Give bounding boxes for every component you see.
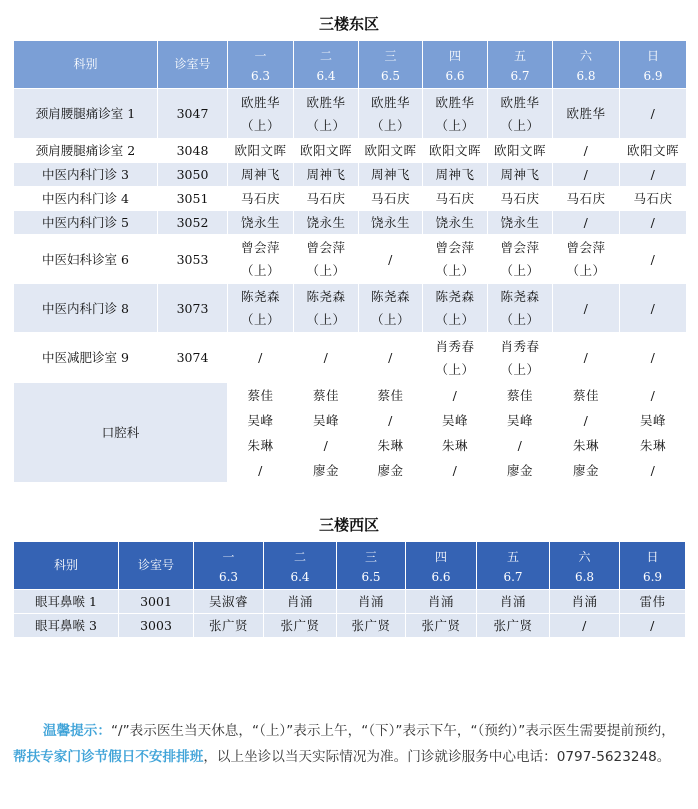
- schedule-cell: /: [553, 139, 620, 163]
- schedule-cell: 蔡佳: [294, 383, 359, 408]
- schedule-cell: 饶永生: [228, 211, 294, 235]
- schedule-cell: 曾会萍 （上）: [553, 235, 620, 284]
- dept-cell: 口腔科: [14, 383, 228, 483]
- schedule-cell: 马石庆: [620, 187, 687, 211]
- room-cell: 3050: [158, 163, 228, 187]
- table-row: [14, 383, 687, 408]
- schedule-cell: /: [550, 614, 620, 638]
- schedule-cell: 张广贤: [337, 614, 406, 638]
- header-day: 三 6.5: [359, 41, 423, 89]
- header-day: 三 6.5: [337, 542, 406, 590]
- schedule-cell: 欧阳文晖: [228, 139, 294, 163]
- schedule-cell: 曾会萍 （上）: [423, 235, 488, 284]
- schedule-cell: 欧胜华: [553, 89, 620, 139]
- header-day: 五 6.7: [488, 41, 553, 89]
- schedule-cell: /: [294, 333, 359, 383]
- schedule-cell: /: [423, 383, 488, 408]
- table-row: [14, 211, 687, 235]
- schedule-cell: 陈尧森 （上）: [488, 284, 553, 333]
- schedule-cell: 陈尧森 （上）: [423, 284, 488, 333]
- schedule-cell: 蔡佳: [228, 383, 294, 408]
- schedule-cell: 马石庆: [553, 187, 620, 211]
- schedule-cell: 朱琳: [423, 433, 488, 458]
- schedule-cell: 马石庆: [228, 187, 294, 211]
- schedule-cell: /: [620, 89, 687, 139]
- schedule-cell: 朱琳: [553, 433, 620, 458]
- schedule-cell: 周神飞: [359, 163, 423, 187]
- table-row: [14, 614, 686, 638]
- schedule-cell: 张广贤: [264, 614, 337, 638]
- room-cell: 3074: [158, 333, 228, 383]
- schedule-cell: /: [620, 383, 687, 408]
- header-day: 六 6.8: [550, 542, 620, 590]
- schedule-cell: 廖金: [294, 458, 359, 483]
- schedule-cell: 欧阳文晖: [423, 139, 488, 163]
- header-day: 一 6.3: [228, 41, 294, 89]
- notice-body-2: ，以上坐诊以当天实际情况为准。门诊就诊服务中心电话：0797-5623248。: [203, 749, 671, 765]
- header-day: 二 6.4: [264, 542, 337, 590]
- dept-cell: 中医内科门诊 5: [14, 211, 158, 235]
- schedule-cell: 廖金: [488, 458, 553, 483]
- schedule-cell: 曾会萍 （上）: [488, 235, 553, 284]
- schedule-cell: /: [228, 333, 294, 383]
- schedule-cell: 吴峰: [294, 408, 359, 433]
- schedule-cell: 蔡佳: [553, 383, 620, 408]
- schedule-cell: 马石庆: [359, 187, 423, 211]
- schedule-cell: 饶永生: [423, 211, 488, 235]
- table-row: [14, 187, 687, 211]
- header-room: 诊室号: [158, 41, 228, 89]
- schedule-cell: 朱琳: [228, 433, 294, 458]
- schedule-cell: 肖涌: [550, 590, 620, 614]
- dept-cell: 中医妇科诊室 6: [14, 235, 158, 284]
- schedule-cell: 朱琳: [359, 433, 423, 458]
- schedule-cell: 马石庆: [294, 187, 359, 211]
- schedule-cell: 欧胜华 （上）: [294, 89, 359, 139]
- schedule-cell: 马石庆: [423, 187, 488, 211]
- header-day: 四 6.6: [423, 41, 488, 89]
- schedule-cell: 雷伟: [620, 590, 686, 614]
- schedule-cell: /: [553, 408, 620, 433]
- schedule-cell: 欧阳文晖: [294, 139, 359, 163]
- header-day: 四 6.6: [406, 542, 477, 590]
- east-section-title: 三楼东区: [318, 15, 379, 33]
- header-day: 日 6.9: [620, 542, 686, 590]
- schedule-cell: 朱琳: [620, 433, 687, 458]
- dept-cell: 眼耳鼻喉 3: [14, 614, 119, 638]
- schedule-cell: /: [228, 458, 294, 483]
- room-cell: 3053: [158, 235, 228, 284]
- schedule-cell: /: [359, 408, 423, 433]
- schedule-cell: 吴峰: [620, 408, 687, 433]
- schedule-cell: 吴峰: [488, 408, 553, 433]
- schedule-cell: 周神飞: [423, 163, 488, 187]
- schedule-cell: 欧胜华 （上）: [488, 89, 553, 139]
- schedule-cell: 饶永生: [294, 211, 359, 235]
- schedule-cell: 周神飞: [294, 163, 359, 187]
- schedule-cell: 廖金: [553, 458, 620, 483]
- header-room: 诊室号: [119, 542, 194, 590]
- schedule-cell: 肖涌: [337, 590, 406, 614]
- schedule-cell: 吴淑睿: [194, 590, 264, 614]
- table-row: [14, 590, 686, 614]
- schedule-cell: 吴峰: [423, 408, 488, 433]
- table-row: [14, 139, 687, 163]
- table-row: [14, 235, 687, 284]
- schedule-cell: 欧阳文晖: [620, 139, 687, 163]
- schedule-cell: /: [620, 333, 687, 383]
- schedule-cell: /: [620, 163, 687, 187]
- room-cell: 3048: [158, 139, 228, 163]
- dept-cell: 中医减肥诊室 9: [14, 333, 158, 383]
- header-day: 五 6.7: [477, 542, 550, 590]
- schedule-cell: 陈尧森 （上）: [359, 284, 423, 333]
- schedule-cell: /: [620, 458, 687, 483]
- schedule-cell: 蔡佳: [488, 383, 553, 408]
- schedule-cell: /: [359, 333, 423, 383]
- table-row: [14, 89, 687, 139]
- schedule-cell: 欧阳文晖: [488, 139, 553, 163]
- header-day: 日 6.9: [620, 41, 687, 89]
- table-row: [14, 333, 687, 383]
- header-dept: 科别: [14, 41, 158, 89]
- schedule-cell: 饶永生: [488, 211, 553, 235]
- schedule-cell: 曾会萍 （上）: [294, 235, 359, 284]
- schedule-cell: 欧胜华 （上）: [423, 89, 488, 139]
- schedule-cell: 张广贤: [406, 614, 477, 638]
- schedule-cell: 吴峰: [228, 408, 294, 433]
- notice-highlight: 帮扶专家门诊节假日不安排排班: [13, 749, 204, 765]
- schedule-cell: 陈尧森 （上）: [294, 284, 359, 333]
- room-cell: 3073: [158, 284, 228, 333]
- schedule-cell: 马石庆: [488, 187, 553, 211]
- schedule-cell: 肖涌: [477, 590, 550, 614]
- dept-cell: 中医内科门诊 8: [14, 284, 158, 333]
- schedule-cell: 肖涌: [406, 590, 477, 614]
- table-row: [14, 284, 687, 333]
- schedule-cell: /: [620, 614, 686, 638]
- table-row: [14, 163, 687, 187]
- schedule-cell: /: [553, 284, 620, 333]
- schedule-cell: /: [620, 284, 687, 333]
- notice-body-1: “/”表示医生当天休息，“（上）”表示上午，“（下）”表示下午，“（预约）”表示医生需要提前预约，: [110, 723, 675, 739]
- schedule-cell: 欧阳文晖: [359, 139, 423, 163]
- room-cell: 3001: [119, 590, 194, 614]
- schedule-cell: 廖金: [359, 458, 423, 483]
- schedule-cell: /: [553, 163, 620, 187]
- room-cell: 3003: [119, 614, 194, 638]
- schedule-cell: /: [294, 433, 359, 458]
- west-section-title: 三楼西区: [318, 516, 379, 534]
- header-dept: 科别: [14, 542, 119, 590]
- schedule-cell: 张广贤: [477, 614, 550, 638]
- schedule-cell: 蔡佳: [359, 383, 423, 408]
- dept-cell: 中医内科门诊 4: [14, 187, 158, 211]
- schedule-cell: /: [553, 333, 620, 383]
- notice-label: 温馨提示：: [43, 723, 111, 739]
- dept-cell: 眼耳鼻喉 1: [14, 590, 119, 614]
- schedule-cell: 欧胜华 （上）: [228, 89, 294, 139]
- schedule-cell: 陈尧森 （上）: [228, 284, 294, 333]
- schedule-cell: /: [359, 235, 423, 284]
- dept-cell: 颈肩腰腿痛诊室 1: [14, 89, 158, 139]
- schedule-cell: 肖涌: [264, 590, 337, 614]
- east-schedule-table: [13, 40, 687, 483]
- room-cell: 3051: [158, 187, 228, 211]
- schedule-cell: 张广贤: [194, 614, 264, 638]
- schedule-cell: 肖秀春 （上）: [488, 333, 553, 383]
- dept-cell: 颈肩腰腿痛诊室 2: [14, 139, 158, 163]
- schedule-cell: /: [553, 211, 620, 235]
- schedule-cell: 肖秀春 （上）: [423, 333, 488, 383]
- schedule-cell: 周神飞: [228, 163, 294, 187]
- room-cell: 3052: [158, 211, 228, 235]
- header-day: 一 6.3: [194, 542, 264, 590]
- room-cell: 3047: [158, 89, 228, 139]
- schedule-cell: 欧胜华 （上）: [359, 89, 423, 139]
- schedule-cell: 饶永生: [359, 211, 423, 235]
- west-schedule-table: [13, 541, 686, 638]
- schedule-cell: /: [423, 458, 488, 483]
- notice-text: [13, 718, 683, 770]
- schedule-cell: 周神飞: [488, 163, 553, 187]
- header-day: 六 6.8: [553, 41, 620, 89]
- schedule-cell: /: [620, 235, 687, 284]
- schedule-cell: /: [620, 211, 687, 235]
- schedule-cell: 曾会萍 （上）: [228, 235, 294, 284]
- schedule-cell: /: [488, 433, 553, 458]
- dept-cell: 中医内科门诊 3: [14, 163, 158, 187]
- header-day: 二 6.4: [294, 41, 359, 89]
